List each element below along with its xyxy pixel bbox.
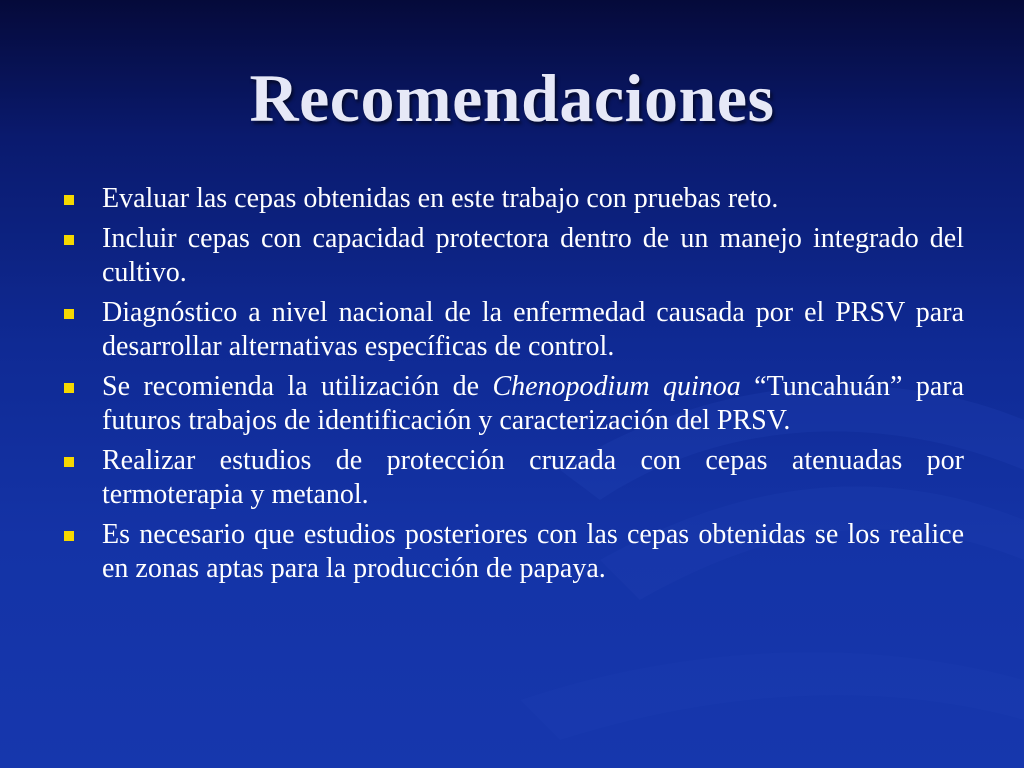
square-bullet-icon [64,457,74,467]
bullet-text-pre: Se recomienda la utilización de [102,371,493,402]
list-item [62,444,964,512]
bullet-text: Realizar estudios de protección cruzada con cepas atenuadas por termoterapia y metanol. [102,445,964,510]
square-bullet-icon [64,309,74,319]
species-name: Chenopodium quinoa [492,371,741,402]
list-item [62,296,964,364]
bullet-text: Evaluar las cepas obtenidas en este trabajo con pruebas reto. [102,183,779,214]
list-item [62,518,964,586]
square-bullet-icon [64,531,74,541]
bullet-text: Es necesario que estudios posteriores con las cepas obtenidas se los realice en zonas aptas para la producción de papaya. [102,519,964,584]
bullet-text [102,371,964,436]
bullet-list [62,182,964,592]
square-bullet-icon [64,235,74,245]
square-bullet-icon [64,383,74,393]
list-item [62,222,964,290]
bullet-text: Diagnóstico a nivel nacional de la enfermedad causada por el PRSV para desarrollar alternativas específicas de control. [102,297,964,362]
bullet-text: Incluir cepas con capacidad protectora dentro de un manejo integrado del cultivo. [102,223,964,288]
list-item [62,370,964,438]
slide-title: Recomendaciones [249,60,775,136]
list-item [62,182,964,216]
bullet-text-post: “Tuncahuán” para futuros trabajos de identificación y caracterización del PRSV. [102,371,964,436]
square-bullet-icon [64,195,74,205]
